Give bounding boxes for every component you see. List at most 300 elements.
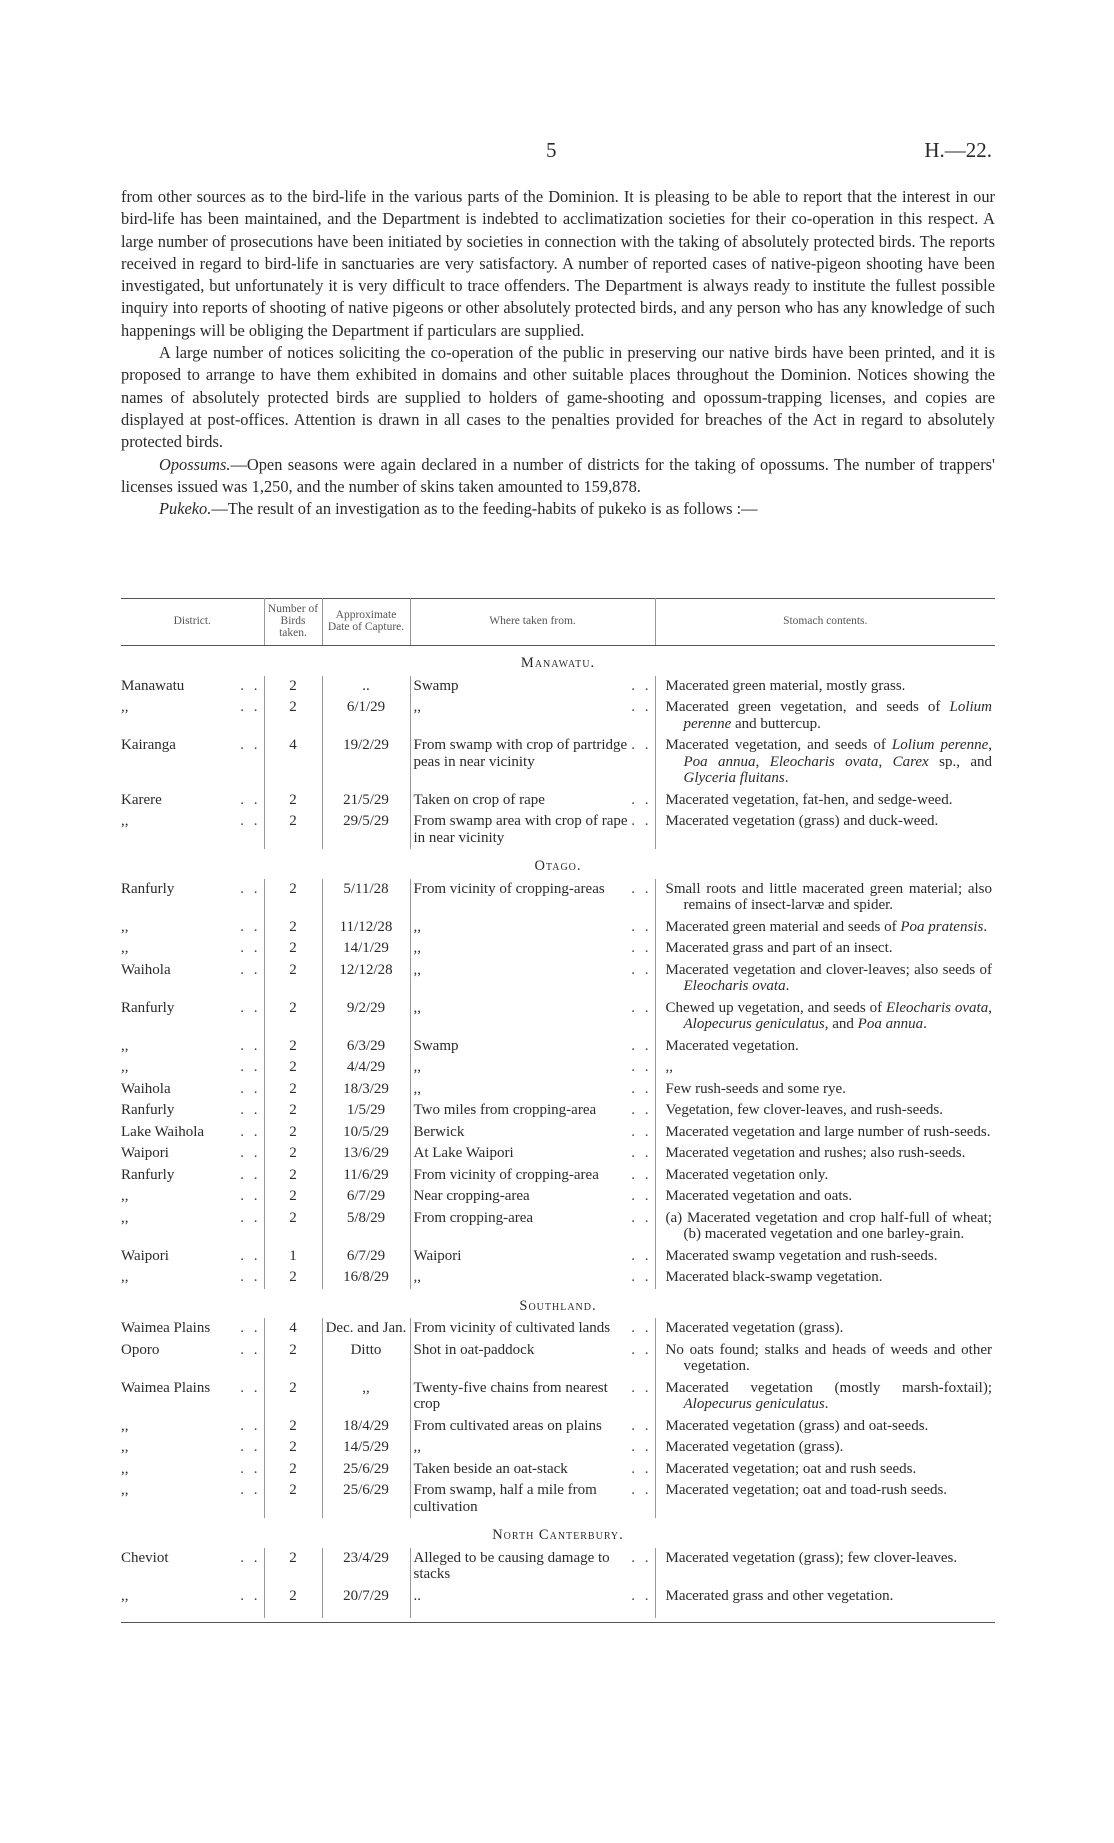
cell-date-wrap bbox=[322, 1459, 410, 1481]
cell-where-wrap bbox=[410, 1165, 655, 1187]
cell-where-wrap bbox=[410, 676, 655, 698]
cell-where-wrap bbox=[410, 1036, 655, 1058]
cell-stomach: Macerated vegetation and large number of rush-seeds. bbox=[665, 1123, 991, 1140]
cell-stomach: Small roots and little macerated green material; also remains of insect-larvæ and spider. bbox=[665, 880, 992, 913]
cell-stomach: Macerated vegetation (grass) and oat-seeds. bbox=[665, 1417, 929, 1434]
cell-district: Kairanga bbox=[121, 737, 176, 753]
table-row bbox=[121, 1548, 995, 1586]
cell-where-wrap bbox=[410, 1480, 655, 1518]
cell-where: ,, bbox=[413, 918, 421, 935]
cell-date: 25/6/29 bbox=[343, 1482, 389, 1498]
cell-number-wrap bbox=[264, 1208, 322, 1246]
cell-district: ,, bbox=[121, 1417, 129, 1434]
cell-stomach: (a) Macerated vegetation and crop half-full of wheat; (b) macerated vegetation and one barley-grain. bbox=[665, 1209, 992, 1242]
cell-where-wrap bbox=[410, 1208, 655, 1246]
cell-where-wrap bbox=[410, 1459, 655, 1481]
cell-district-wrap bbox=[121, 1586, 264, 1619]
cell-where: From vicinity of cropping-areas bbox=[413, 880, 605, 897]
cell-stomach: Chewed up vegetation, and seeds of Eleocharis ovata, Alopecurus geniculatus, and Poa annua. bbox=[665, 999, 992, 1032]
dot-leader: . . bbox=[240, 1460, 261, 1477]
cell-number: 2 bbox=[289, 1209, 297, 1226]
section-heading: North Canterbury. bbox=[492, 1527, 624, 1543]
cell-where: From swamp, half a mile from cultivation bbox=[413, 1482, 597, 1515]
cell-number-wrap bbox=[264, 1036, 322, 1058]
cell-date-wrap bbox=[322, 1079, 410, 1101]
cell-date: 6/3/29 bbox=[346, 1037, 386, 1054]
cell-stomach-wrap bbox=[655, 790, 995, 812]
header-stomach: Stomach contents. bbox=[655, 599, 995, 646]
cell-district-wrap bbox=[121, 1548, 264, 1586]
cell-date: 13/6/29 bbox=[343, 1145, 389, 1161]
cell-where: From cultivated areas on plains bbox=[413, 1417, 602, 1434]
cell-district: Ranfurly bbox=[121, 880, 175, 897]
cell-date-wrap bbox=[322, 1208, 410, 1246]
cell-district: ,, bbox=[121, 1037, 129, 1054]
cell-district-wrap bbox=[121, 960, 264, 998]
cell-stomach: Macerated green vegetation, and seeds of Lolium perenne and buttercup. bbox=[665, 699, 992, 732]
table-row bbox=[121, 735, 995, 790]
dot-leader: . . bbox=[240, 961, 261, 978]
cell-district-wrap bbox=[121, 676, 264, 698]
cell-date: 18/4/29 bbox=[343, 1417, 389, 1434]
cell-where: From swamp area with crop of rape in near vicinity bbox=[413, 813, 628, 846]
cell-stomach-wrap bbox=[655, 1122, 995, 1144]
cell-district-wrap bbox=[121, 1057, 264, 1079]
cell-district-wrap bbox=[121, 1340, 264, 1378]
cell-number-wrap bbox=[264, 1122, 322, 1144]
cell-number-wrap bbox=[264, 960, 322, 998]
dot-leader: . . bbox=[240, 1123, 261, 1140]
cell-stomach-wrap bbox=[655, 1143, 995, 1165]
cell-number-wrap bbox=[264, 697, 322, 735]
cell-district-wrap bbox=[121, 1079, 264, 1101]
cell-number: 2 bbox=[289, 1417, 297, 1434]
cell-stomach: ,, bbox=[665, 1059, 673, 1075]
dot-leader: . . bbox=[631, 1102, 652, 1118]
cell-date-wrap bbox=[322, 960, 410, 998]
cell-date-wrap bbox=[322, 735, 410, 790]
dot-leader: . . bbox=[631, 1379, 652, 1396]
dot-leader: . . bbox=[240, 1102, 261, 1118]
cell-number: 2 bbox=[289, 1341, 297, 1358]
dot-leader: . . bbox=[240, 1341, 261, 1358]
table-row bbox=[121, 1340, 995, 1378]
table-row bbox=[121, 879, 995, 917]
cell-number: 2 bbox=[289, 1145, 297, 1161]
dot-leader: . . bbox=[631, 791, 652, 808]
table-row bbox=[121, 998, 995, 1036]
cell-date-wrap bbox=[322, 1437, 410, 1459]
cell-date: ,, bbox=[362, 1379, 370, 1396]
cell-where-wrap bbox=[410, 735, 655, 790]
paragraph-notices: A large number of notices soliciting the co-operation of the public in preserving our native birds have been printed, and it is proposed to arrange to have them exhibited in domains and other suitable places throughout the Dominion. Notices showing the names of absolutely protected birds are supplied to holders of game-shooting and opossum-trapping licenses, and copies are displayed at post-offices. Attention is drawn in all cases to the penalties provided for breaches of the Act in regard to absolutely protected birds. bbox=[121, 343, 995, 452]
dot-leader: . . bbox=[240, 813, 261, 829]
paragraph-opossums bbox=[121, 454, 995, 499]
dot-leader: . . bbox=[240, 1247, 261, 1264]
section-heading-row bbox=[121, 646, 995, 676]
dot-leader: . . bbox=[240, 1080, 261, 1097]
dot-leader: . . bbox=[240, 1145, 261, 1161]
header-district: District. bbox=[121, 599, 264, 646]
cell-district: ,, bbox=[121, 1209, 129, 1226]
cell-stomach-wrap bbox=[655, 960, 995, 998]
section-heading: Manawatu. bbox=[520, 655, 596, 671]
cell-date-wrap bbox=[322, 1480, 410, 1518]
cell-stomach-wrap bbox=[655, 676, 995, 698]
cell-number: 4 bbox=[289, 1320, 297, 1336]
dot-leader: . . bbox=[240, 918, 261, 935]
cell-stomach-wrap bbox=[655, 1459, 995, 1481]
cell-date: 14/1/29 bbox=[343, 940, 389, 956]
dot-leader: . . bbox=[631, 918, 652, 935]
cell-district-wrap bbox=[121, 1208, 264, 1246]
cell-stomach: Macerated vegetation and rushes; also rush-seeds. bbox=[665, 1145, 966, 1161]
cell-where: From cropping-area bbox=[413, 1209, 534, 1226]
cell-date-wrap bbox=[322, 790, 410, 812]
cell-where: ,, bbox=[413, 999, 421, 1016]
cell-number: 2 bbox=[289, 1439, 297, 1455]
cell-district-wrap bbox=[121, 1036, 264, 1058]
cell-stomach-wrap bbox=[655, 1318, 995, 1340]
table-row bbox=[121, 1267, 995, 1289]
cell-where: ,, bbox=[413, 1080, 421, 1097]
section-heading: Southland. bbox=[519, 1297, 597, 1314]
cell-where: Alleged to be causing damage to stacks bbox=[413, 1549, 610, 1582]
cell-date-wrap bbox=[322, 1340, 410, 1378]
table-row bbox=[121, 1459, 995, 1481]
body-text bbox=[121, 186, 995, 520]
cell-date-wrap bbox=[322, 1548, 410, 1586]
cell-district-wrap bbox=[121, 1459, 264, 1481]
cell-where: Taken on crop of rape bbox=[413, 791, 545, 808]
dot-leader: . . bbox=[240, 1587, 261, 1604]
cell-number: 2 bbox=[289, 1587, 297, 1604]
cell-where-wrap bbox=[410, 1340, 655, 1378]
table-row bbox=[121, 1416, 995, 1438]
cell-where-wrap bbox=[410, 960, 655, 998]
cell-date: 18/3/29 bbox=[343, 1080, 389, 1097]
table-row bbox=[121, 1165, 995, 1187]
cell-district: ,, bbox=[121, 940, 129, 956]
cell-date: 10/5/29 bbox=[343, 1123, 389, 1140]
cell-number-wrap bbox=[264, 1586, 322, 1619]
cell-stomach: Macerated vegetation (grass) and duck-weed. bbox=[665, 813, 939, 829]
cell-date-wrap bbox=[322, 676, 410, 698]
cell-number: 2 bbox=[289, 1166, 297, 1183]
cell-date: Ditto bbox=[350, 1341, 382, 1358]
cell-date: 16/8/29 bbox=[343, 1269, 389, 1285]
cell-stomach-wrap bbox=[655, 1267, 995, 1289]
cell-where: .. bbox=[413, 1587, 421, 1604]
cell-where: From vicinity of cropping-area bbox=[413, 1166, 599, 1183]
cell-where: Swamp bbox=[413, 677, 459, 694]
cell-where: ,, bbox=[413, 1059, 421, 1075]
cell-date: 20/7/29 bbox=[343, 1587, 389, 1604]
cell-district-wrap bbox=[121, 1378, 264, 1416]
cell-where: From vicinity of cultivated lands bbox=[413, 1320, 611, 1336]
cell-district: Waimea Plains bbox=[121, 1320, 211, 1336]
cell-where-wrap bbox=[410, 1416, 655, 1438]
pukeko-text: —The result of an investigation as to the feeding-habits of pukeko is as follows :— bbox=[211, 499, 758, 519]
cell-date: 9/2/29 bbox=[346, 999, 386, 1016]
table-row bbox=[121, 1318, 995, 1340]
cell-stomach-wrap bbox=[655, 811, 995, 849]
cell-stomach-wrap bbox=[655, 1057, 995, 1079]
cell-number: 2 bbox=[289, 961, 297, 978]
cell-date-wrap bbox=[322, 1143, 410, 1165]
cell-where: Shot in oat-paddock bbox=[413, 1341, 535, 1358]
cell-where: At Lake Waipori bbox=[413, 1145, 514, 1161]
cell-district: Waipori bbox=[121, 1247, 169, 1264]
cell-number-wrap bbox=[264, 1100, 322, 1122]
table-row bbox=[121, 1143, 995, 1165]
cell-date-wrap bbox=[322, 1416, 410, 1438]
table-row bbox=[121, 1122, 995, 1144]
table-row bbox=[121, 1186, 995, 1208]
dot-leader: . . bbox=[631, 940, 652, 956]
cell-date: 6/1/29 bbox=[346, 699, 386, 715]
dot-leader: . . bbox=[631, 1209, 652, 1226]
dot-leader: . . bbox=[240, 677, 261, 694]
cell-number-wrap bbox=[264, 1548, 322, 1586]
header-where: Where taken from. bbox=[410, 599, 655, 646]
cell-district: ,, bbox=[121, 813, 129, 829]
cell-date: 29/5/29 bbox=[343, 813, 389, 829]
cell-stomach: Macerated vegetation, fat-hen, and sedge-weed. bbox=[665, 791, 953, 808]
cell-district-wrap bbox=[121, 1143, 264, 1165]
section-heading-row bbox=[121, 849, 995, 879]
cell-number-wrap bbox=[264, 1340, 322, 1378]
dot-leader: . . bbox=[631, 1341, 652, 1358]
dot-leader: . . bbox=[631, 677, 652, 694]
cell-stomach: Macerated grass and part of an insect. bbox=[665, 940, 893, 956]
table-row bbox=[121, 938, 995, 960]
cell-district: Waihola bbox=[121, 1080, 171, 1097]
cell-number: 4 bbox=[289, 737, 297, 753]
table-row bbox=[121, 1208, 995, 1246]
dot-leader: . . bbox=[631, 737, 652, 753]
cell-number-wrap bbox=[264, 1079, 322, 1101]
cell-where: ,, bbox=[413, 699, 421, 715]
cell-date: 5/11/28 bbox=[343, 880, 389, 897]
table-row bbox=[121, 960, 995, 998]
dot-leader: . . bbox=[240, 737, 261, 753]
cell-district: Manawatu bbox=[121, 677, 185, 694]
table-row bbox=[121, 676, 995, 698]
pukeko-heading: Pukeko. bbox=[159, 499, 212, 519]
cell-stomach-wrap bbox=[655, 1437, 995, 1459]
cell-where: Taken beside an oat-stack bbox=[413, 1460, 568, 1477]
cell-where: Twenty-five chains from nearest crop bbox=[413, 1379, 608, 1412]
cell-district-wrap bbox=[121, 697, 264, 735]
pukeko-table bbox=[121, 598, 995, 1618]
page-number: 5 bbox=[546, 138, 557, 162]
cell-date-wrap bbox=[322, 938, 410, 960]
cell-date-wrap bbox=[322, 1165, 410, 1187]
dot-leader: . . bbox=[240, 1417, 261, 1434]
cell-stomach: No oats found; stalks and heads of weeds and other vegetation. bbox=[665, 1341, 992, 1374]
cell-district: ,, bbox=[121, 1482, 129, 1498]
cell-stomach: Macerated vegetation (grass). bbox=[665, 1320, 844, 1336]
cell-stomach: Macerated vegetation, and seeds of Lolium perenne, Poa annua, Eleocharis ovata, Carex sp., and Glyceria fluitans. bbox=[665, 737, 992, 786]
cell-number-wrap bbox=[264, 1186, 322, 1208]
cell-stomach: Macerated green material and seeds of Poa pratensis. bbox=[665, 918, 988, 935]
cell-stomach-wrap bbox=[655, 1186, 995, 1208]
cell-where-wrap bbox=[410, 1057, 655, 1079]
dot-leader: . . bbox=[240, 791, 261, 808]
cell-where: Waipori bbox=[413, 1247, 462, 1264]
dot-leader: . . bbox=[631, 1059, 652, 1075]
cell-where-wrap bbox=[410, 1586, 655, 1619]
cell-where: Near cropping-area bbox=[413, 1188, 530, 1204]
dot-leader: . . bbox=[631, 999, 652, 1016]
dot-leader: . . bbox=[240, 1188, 261, 1204]
cell-stomach: Macerated swamp vegetation and rush-seeds. bbox=[665, 1247, 938, 1264]
cell-number: 2 bbox=[289, 813, 297, 829]
cell-where-wrap bbox=[410, 1143, 655, 1165]
cell-stomach-wrap bbox=[655, 1100, 995, 1122]
cell-number: 2 bbox=[289, 1379, 297, 1396]
table-row bbox=[121, 1036, 995, 1058]
dot-leader: . . bbox=[240, 1549, 261, 1566]
cell-date: Dec. and Jan. bbox=[325, 1320, 407, 1336]
cell-number-wrap bbox=[264, 879, 322, 917]
cell-date-wrap bbox=[322, 1036, 410, 1058]
dot-leader: . . bbox=[240, 1482, 261, 1498]
dot-leader: . . bbox=[631, 1247, 652, 1264]
cell-where: Swamp bbox=[413, 1037, 459, 1054]
cell-district: Ranfurly bbox=[121, 999, 175, 1016]
cell-where-wrap bbox=[410, 1186, 655, 1208]
cell-number-wrap bbox=[264, 1480, 322, 1518]
cell-number: 2 bbox=[289, 1188, 297, 1204]
cell-number: 2 bbox=[289, 1080, 297, 1097]
cell-number: 2 bbox=[289, 880, 297, 897]
cell-where: ,, bbox=[413, 1269, 421, 1285]
dot-leader: . . bbox=[631, 1037, 652, 1054]
cell-stomach-wrap bbox=[655, 735, 995, 790]
dot-leader: . . bbox=[240, 1209, 261, 1226]
cell-date-wrap bbox=[322, 1586, 410, 1619]
table-row bbox=[121, 790, 995, 812]
dot-leader: . . bbox=[631, 880, 652, 897]
dot-leader: . . bbox=[240, 699, 261, 715]
cell-stomach: Macerated vegetation (mostly marsh-foxtail); Alopecurus geniculatus. bbox=[665, 1379, 992, 1412]
cell-stomach: Macerated vegetation. bbox=[665, 1037, 799, 1054]
cell-district-wrap bbox=[121, 1267, 264, 1289]
cell-stomach-wrap bbox=[655, 1246, 995, 1268]
cell-number: 2 bbox=[289, 1059, 297, 1075]
cell-number: 1 bbox=[289, 1247, 297, 1264]
cell-date: 5/8/29 bbox=[346, 1209, 386, 1226]
dot-leader: . . bbox=[631, 1549, 652, 1566]
cell-district: Waimea Plains bbox=[121, 1379, 211, 1396]
table-body bbox=[121, 646, 995, 1619]
cell-number-wrap bbox=[264, 1318, 322, 1340]
cell-stomach: Macerated vegetation; oat and rush seeds. bbox=[665, 1460, 917, 1477]
cell-where-wrap bbox=[410, 1548, 655, 1586]
dot-leader: . . bbox=[240, 1037, 261, 1054]
dot-leader: . . bbox=[631, 813, 652, 829]
cell-date-wrap bbox=[322, 1057, 410, 1079]
dot-leader: . . bbox=[240, 1166, 261, 1183]
table-row bbox=[121, 1079, 995, 1101]
cell-number: 2 bbox=[289, 1037, 297, 1054]
dot-leader: . . bbox=[631, 1166, 652, 1183]
paragraph-pukeko bbox=[121, 498, 995, 520]
cell-date-wrap bbox=[322, 879, 410, 917]
cell-district: ,, bbox=[121, 1059, 129, 1075]
dot-leader: . . bbox=[631, 1145, 652, 1161]
cell-where-wrap bbox=[410, 1437, 655, 1459]
cell-stomach-wrap bbox=[655, 998, 995, 1036]
cell-number: 2 bbox=[289, 1549, 297, 1566]
cell-stomach: Macerated vegetation (grass); few clover-leaves. bbox=[665, 1549, 958, 1566]
cell-stomach: Macerated vegetation (grass). bbox=[665, 1439, 844, 1455]
dot-leader: . . bbox=[631, 1460, 652, 1477]
cell-date: 23/4/29 bbox=[343, 1549, 389, 1566]
cell-stomach: Macerated black-swamp vegetation. bbox=[665, 1269, 883, 1285]
dot-leader: . . bbox=[240, 880, 261, 897]
cell-date: 1/5/29 bbox=[346, 1102, 386, 1118]
cell-where-wrap bbox=[410, 917, 655, 939]
cell-where-wrap bbox=[410, 1267, 655, 1289]
cell-date-wrap bbox=[322, 1318, 410, 1340]
table-row bbox=[121, 917, 995, 939]
dot-leader: . . bbox=[631, 1439, 652, 1455]
cell-district-wrap bbox=[121, 1416, 264, 1438]
cell-number: 2 bbox=[289, 1269, 297, 1285]
dot-leader: . . bbox=[631, 1587, 652, 1604]
cell-date: 6/7/29 bbox=[346, 1188, 386, 1204]
cell-number: 2 bbox=[289, 1460, 297, 1477]
cell-district: ,, bbox=[121, 1188, 129, 1204]
cell-number: 2 bbox=[289, 791, 297, 808]
cell-date-wrap bbox=[322, 1267, 410, 1289]
cell-district-wrap bbox=[121, 1437, 264, 1459]
cell-where-wrap bbox=[410, 1100, 655, 1122]
cell-where: Two miles from cropping-area bbox=[413, 1102, 597, 1118]
cell-stomach-wrap bbox=[655, 1208, 995, 1246]
dot-leader: . . bbox=[240, 1379, 261, 1396]
dot-leader: . . bbox=[631, 1417, 652, 1434]
dot-leader: . . bbox=[631, 1188, 652, 1204]
cell-date-wrap bbox=[322, 917, 410, 939]
cell-date: .. bbox=[362, 677, 370, 694]
cell-date: 25/6/29 bbox=[343, 1460, 389, 1477]
cell-stomach-wrap bbox=[655, 1548, 995, 1586]
cell-district: Lake Waihola bbox=[121, 1123, 205, 1140]
cell-number: 2 bbox=[289, 940, 297, 956]
cell-date-wrap bbox=[322, 1100, 410, 1122]
cell-district: Cheviot bbox=[121, 1549, 169, 1566]
cell-number-wrap bbox=[264, 1459, 322, 1481]
cell-district-wrap bbox=[121, 811, 264, 849]
cell-where-wrap bbox=[410, 790, 655, 812]
dot-leader: . . bbox=[240, 1059, 261, 1075]
cell-date-wrap bbox=[322, 697, 410, 735]
cell-date-wrap bbox=[322, 1186, 410, 1208]
cell-where: ,, bbox=[413, 1439, 421, 1455]
table-row bbox=[121, 1100, 995, 1122]
cell-stomach: Macerated vegetation and clover-leaves; also seeds of Eleocharis ovata. bbox=[665, 961, 992, 994]
cell-stomach: Vegetation, few clover-leaves, and rush-seeds. bbox=[665, 1102, 944, 1118]
cell-stomach: Macerated grass and other vegetation. bbox=[665, 1587, 894, 1604]
cell-where-wrap bbox=[410, 1378, 655, 1416]
cell-stomach-wrap bbox=[655, 1416, 995, 1438]
cell-stomach: Macerated vegetation only. bbox=[665, 1166, 829, 1183]
table-bottom-rule bbox=[121, 1622, 995, 1623]
